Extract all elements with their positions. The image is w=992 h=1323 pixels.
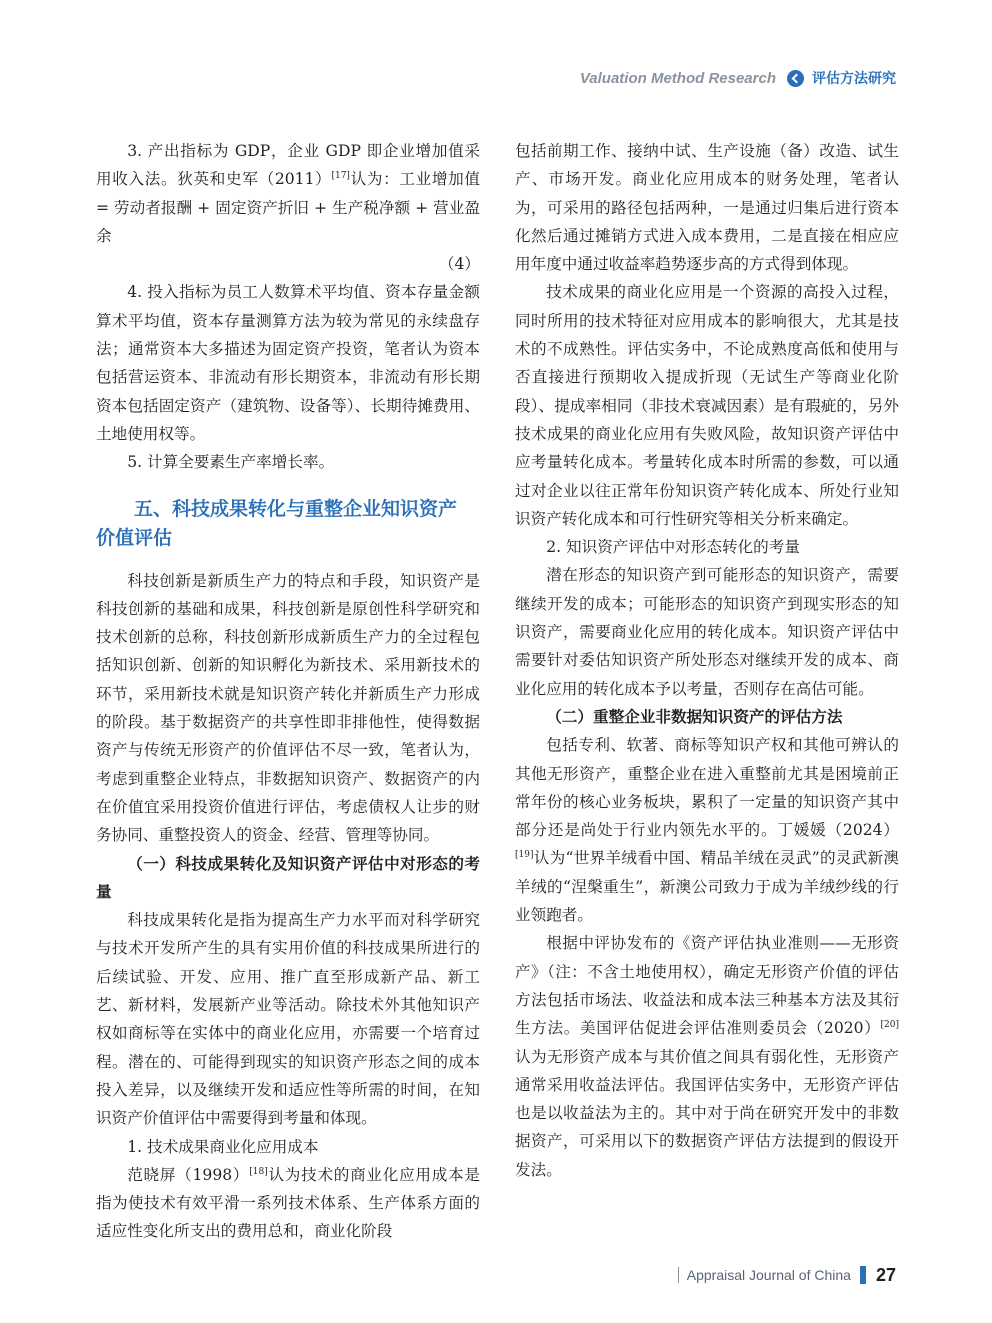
section-heading: 五、科技成果转化与重整企业知识资产 价值评估 xyxy=(96,497,458,549)
paragraph: 包括前期工作、接纳中试、生产设施（备）改造、试生产、市场开发。商业化应用成本的财务处理，笔者认为，可采用的路径包括两种，一是通过归集后进行资本化然后通过摊销方式进入成本费用，二是直接在相应应用年度中通过收益率趋势逐步高的方式得到体现。 xyxy=(515,142,899,274)
footer-accent-block xyxy=(860,1266,866,1284)
subsection-heading: （二）重整企业非数据知识资产的评估方法 xyxy=(546,706,843,726)
page-footer xyxy=(678,1265,896,1285)
paragraph: 范晓屏（1998）[18]认为技术的商业化应用成本是指为使技术有效平滑一系列技术体系、生产体系方面的适应性变化所支出的费用总和，商业化阶段 xyxy=(96,1165,480,1241)
right-column xyxy=(515,137,899,1184)
equation-number-row xyxy=(96,250,480,278)
header-section-english: Valuation Method Research xyxy=(579,69,776,87)
citation-ref: [19] xyxy=(515,850,534,861)
left-column xyxy=(96,137,480,1246)
citation-ref: [17] xyxy=(331,171,350,182)
running-header xyxy=(580,66,896,90)
paragraph: 根据中评协发布的《资产评估执业准则——无形资产》（注：不含土地使用权），确定无形资产价值的评估方法包括市场法、收益法和成本法三种基本方法及其衍生方法。美国评估促进会评估准则委员会（2020）[20]认为无形资产成本与其价值之间具有弱化性，无形资产通常采用收益法评估。我国评估实务中，无形资产评估也是以收益法为主的。其中对于尚在研究开发中的非数据资产，可采用以下的数据资产评估方法提到的假设开发法。 xyxy=(515,934,899,1179)
citation-ref: [20] xyxy=(880,1020,899,1031)
subsection-heading: （一）科技成果转化及知识资产评估中对形态的考量 xyxy=(96,853,480,901)
paragraph: 潜在形态的知识资产到可能形态的知识资产，需要继续开发的成本；可能形态的知识资产到现实形态的知识资产，需要商业化应用的转化成本。知识资产评估中需要针对委估知识资产所处形态对继续开发的成本、商业化应用的转化成本予以考量，否则存在高估可能。 xyxy=(515,566,899,698)
journal-name: Appraisal Journal of China xyxy=(686,1267,851,1283)
header-section-chinese: 评估方法研究 xyxy=(812,71,896,87)
paragraph: 4. 投入指标为员工人数算术平均值、资本存量金额算术平均值，资本存量测算方法为较为常见的永续盘存法；通常资本大多描述为固定资产投资，笔者认为资本包括营运资本、非流动有形长期资本，非流动有形长期资本包括固定资产（建筑物、设备等）、长期待摊费用、土地使用权等。 xyxy=(96,283,480,443)
paragraph: 1. 技术成果商业化应用成本 xyxy=(127,1137,319,1156)
paragraph: 科技创新是新质生产力的特点和手段，知识资产是科技创新的基础和成果，科技创新是原创性科学研究和技术创新的总称，科技创新形成新质生产力的全过程包括知识创新、创新的知识孵化为新技术、采用新技术的环节，采用新技术就是知识资产转化并新质生产力形成的阶段。基于数据资产的共享性即非排他性，使得数据资产与传统无形资产的价值评估不尽一致，笔者认为，考虑到重整企业特点，非数据知识资产、数据资产的内在价值宜采用投资价值进行评估，考虑债权人让步的财务协同、重整投资人的资金、经营、管理等协同。 xyxy=(96,571,480,845)
paragraph: 科技成果转化是指为提高生产力水平而对科学研究与技术开发所产生的具有实用价值的科技成果所进行的后续试验、开发、应用、推广直至形成新产品、新工艺、新材料，发展新产业等活动。除技术外其他知识产权如商标等在实体中的商业化应用，亦需要一个培育过程。潜在的、可能得到现实的知识资产形态之间的成本投入差异，以及继续开发和适应性等所需的时间，在知识资产价值评估中需要得到考量和体现。 xyxy=(96,911,480,1128)
paragraph: 技术成果的商业化应用是一个资源的高投入过程，同时所用的技术特征对应用成本的影响很大，尤其是技术的不成熟性。评估实务中，不论成熟度高低和使用与否直接进行预期收入提成折现（无试生产等商业化阶段）、提成率相同（非技术衰减因素）是有瑕疵的，另外技术成果的商业化应用有失败风险，故知识资产评估中应考量转化成本。考量转化成本时所需的参数，可以通过对企业以往正常年份知识资产转化成本、所处行业知识资产转化成本和可行性研究等相关分析来确定。 xyxy=(515,283,899,528)
paragraph: 3. 产出指标为 GDP，企业 GDP 即企业增加值采用收入法。狄英和史军（2011）[17]认为：工业增加值 = 劳动者报酬 + 固定资产折旧 + 生产税净额 + 营业盈余 xyxy=(96,142,480,245)
page-number: 27 xyxy=(875,1264,896,1285)
citation-ref: [18] xyxy=(249,1166,268,1177)
chevron-left-icon xyxy=(787,70,804,87)
paragraph: 包括专利、软著、商标等知识产权和其他可辨认的其他无形资产，重整企业在进入重整前尤其是困境前正常年份的核心业务板块，累积了一定量的知识资产其中部分还是尚处于行业内领先水平的。丁媛媛（2024）[19]认为“世界羊绒看中国、精品羊绒在灵武”的灵武新澳羊绒的“涅槃重生”，新澳公司致力于成为羊绒纱线的行业领跑者。 xyxy=(515,736,899,925)
paragraph: 2. 知识资产评估中对形态转化的考量 xyxy=(546,538,800,557)
footer-divider xyxy=(678,1267,679,1283)
paragraph: 5. 计算全要素生产率增长率。 xyxy=(127,453,335,472)
equation-number: （4） xyxy=(438,255,480,274)
